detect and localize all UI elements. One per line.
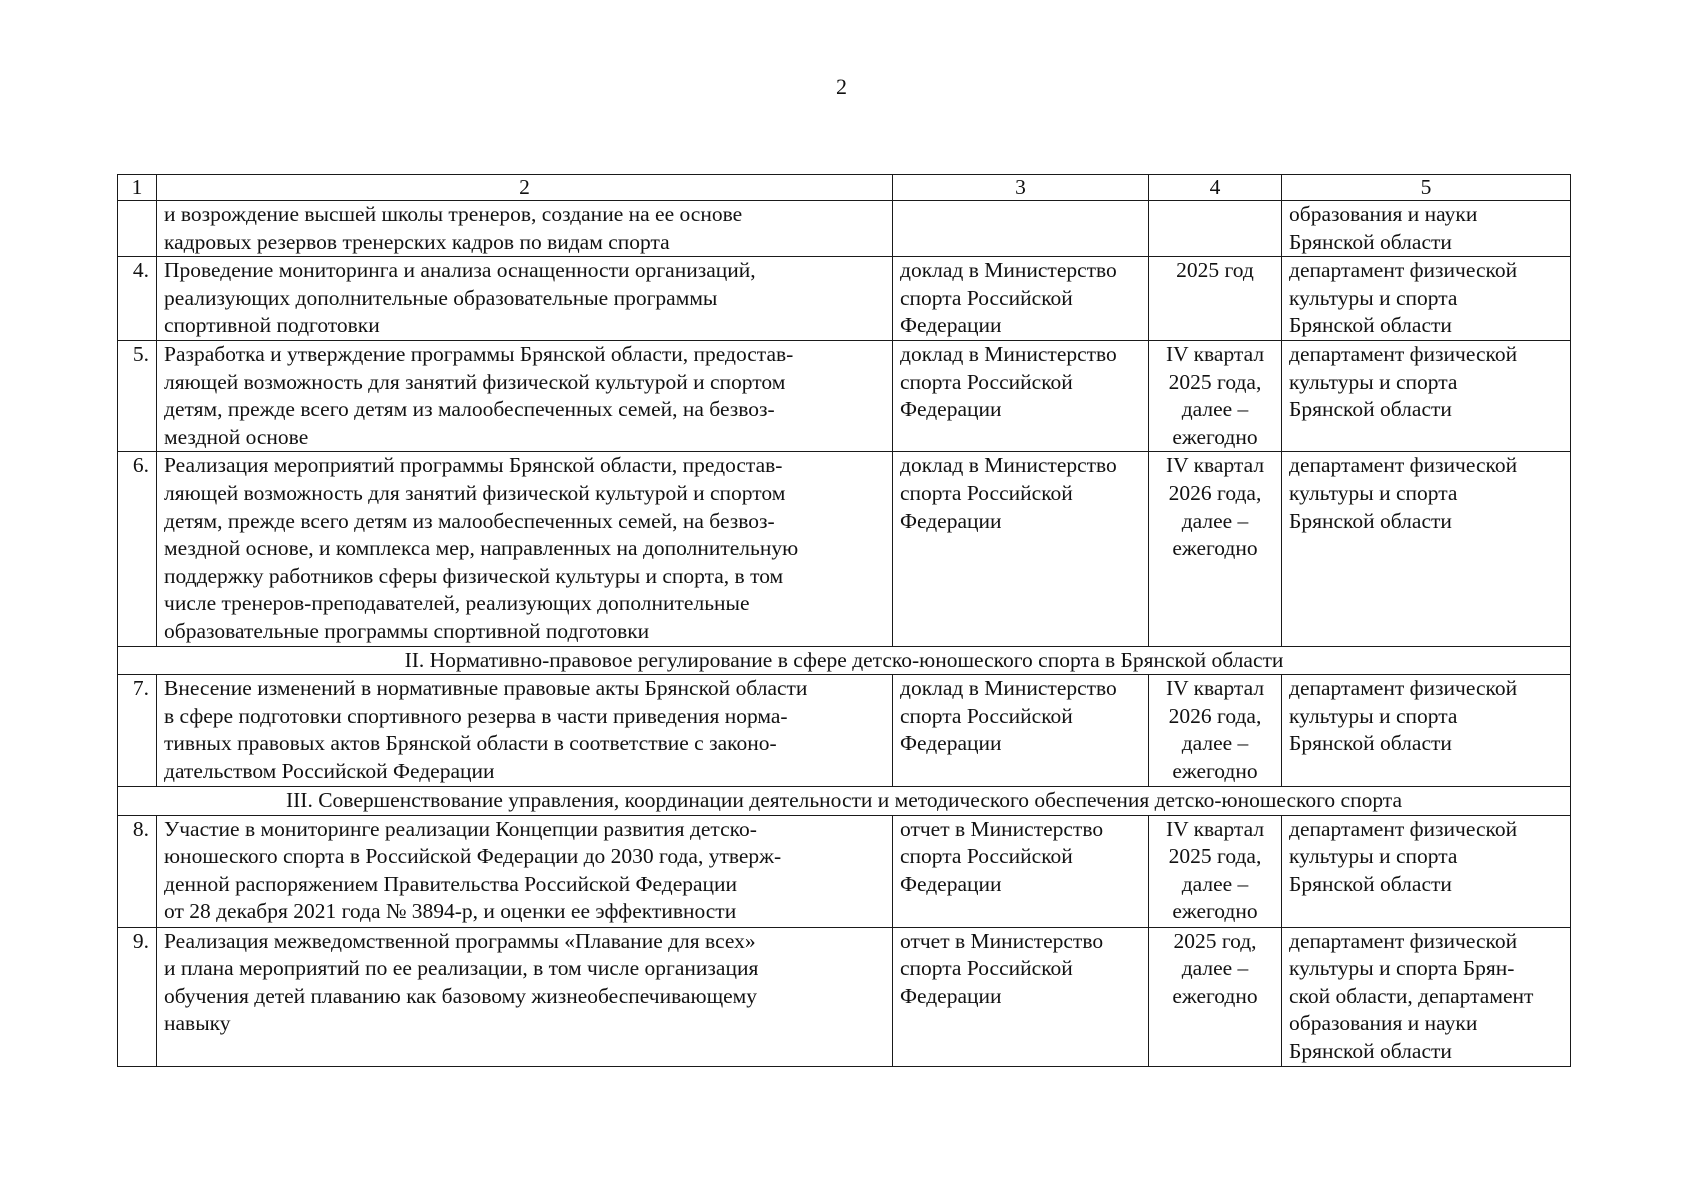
executor-cell: департамент физической культуры и спорта Брянской области [1282,257,1571,341]
term-cell: IV квартал 2025 года, далее – ежегодно [1149,815,1282,927]
column-number: 5 [1282,175,1571,201]
report-form-cell: доклад в Министерство спорта Российской Федерации [893,675,1149,787]
event-cell: и возрождение высшей школы тренеров, создание на ее основе кадровых резервов тренерских кадров по видам спорта [157,201,893,257]
section-heading: III. Совершенствование управления, координации деятельности и методического обеспечения детско-юношеского спорта [118,787,1571,816]
row-number: 6. [118,452,157,646]
column-number: 4 [1149,175,1282,201]
report-form-cell: доклад в Министерство спорта Российской Федерации [893,452,1149,646]
event-cell: Участие в мониторинге реализации Концепции развития детско- юношеского спорта в Российской Федерации до 2030 года, утверж- денной распоряжением Правительства Российской Федерации от 28 декабря 2021 года № 3894-р, и оценки ее эффективности [157,815,893,927]
section-heading: II. Нормативно-правовое регулирование в сфере детско-юношеского спорта в Брянской области [118,646,1571,675]
term-cell [1149,201,1282,257]
report-form-cell: доклад в Министерство спорта Российской Федерации [893,257,1149,341]
table-row [118,815,1571,927]
row-number: 7. [118,675,157,787]
executor-cell: департамент физической культуры и спорта Брян- ской области, департамент образования и науки Брянской области [1282,927,1571,1066]
row-number [118,201,157,257]
report-form-cell: отчет в Министерство спорта Российской Федерации [893,927,1149,1066]
term-cell: 2025 год [1149,257,1282,341]
plan-table [117,174,1571,1067]
row-number: 4. [118,257,157,341]
row-number: 9. [118,927,157,1066]
term-cell: IV квартал 2026 года, далее – ежегодно [1149,675,1282,787]
table-row [118,927,1571,1066]
executor-cell: образования и науки Брянской области [1282,201,1571,257]
table-row [118,675,1571,787]
table-row [118,201,1571,257]
section-heading-row [118,646,1571,675]
event-cell: Реализация мероприятий программы Брянской области, предостав- ляющей возможность для занятий физической культурой и спортом детям, прежде всего детям из малообеспеченных семей, на безвоз- мездной основе, и комплекса мер, направленных на дополнительную поддержку работников сферы физической культуры и спорта, в том числе тренеров-преподавателей, реализующих дополнительные образовательные программы спортивной подготовки [157,452,893,646]
row-number: 8. [118,815,157,927]
executor-cell: департамент физической культуры и спорта Брянской области [1282,340,1571,451]
report-form-cell: доклад в Министерство спорта Российской Федерации [893,340,1149,451]
column-number: 2 [157,175,893,201]
event-cell: Проведение мониторинга и анализа оснащенности организаций, реализующих дополнительные образовательные программы спортивной подготовки [157,257,893,341]
table-row [118,452,1571,646]
table-row [118,340,1571,451]
executor-cell: департамент физической культуры и спорта Брянской области [1282,452,1571,646]
event-cell: Внесение изменений в нормативные правовые акты Брянской области в сфере подготовки спортивного резерва в части приведения норма- тивных правовых актов Брянской области в соответствие с законо- дательством Российской Федерации [157,675,893,787]
term-cell: 2025 год, далее – ежегодно [1149,927,1282,1066]
executor-cell: департамент физической культуры и спорта Брянской области [1282,675,1571,787]
report-form-cell [893,201,1149,257]
table-row [118,257,1571,341]
section-heading-row [118,787,1571,816]
page-number: 2 [836,74,847,99]
row-number: 5. [118,340,157,451]
executor-cell: департамент физической культуры и спорта Брянской области [1282,815,1571,927]
column-numbers-row [118,175,1571,201]
event-cell: Реализация межведомственной программы «Плавание для всех» и плана мероприятий по ее реализации, в том числе организация обучения детей плаванию как базовому жизнеобеспечивающему навыку [157,927,893,1066]
column-number: 3 [893,175,1149,201]
term-cell: IV квартал 2025 года, далее – ежегодно [1149,340,1282,451]
event-cell: Разработка и утверждение программы Брянской области, предостав- ляющей возможность для занятий физической культурой и спортом детям, прежде всего детям из малообеспеченных семей, на безвоз- мездной основе [157,340,893,451]
column-number: 1 [118,175,157,201]
term-cell: IV квартал 2026 года, далее – ежегодно [1149,452,1282,646]
report-form-cell: отчет в Министерство спорта Российской Федерации [893,815,1149,927]
